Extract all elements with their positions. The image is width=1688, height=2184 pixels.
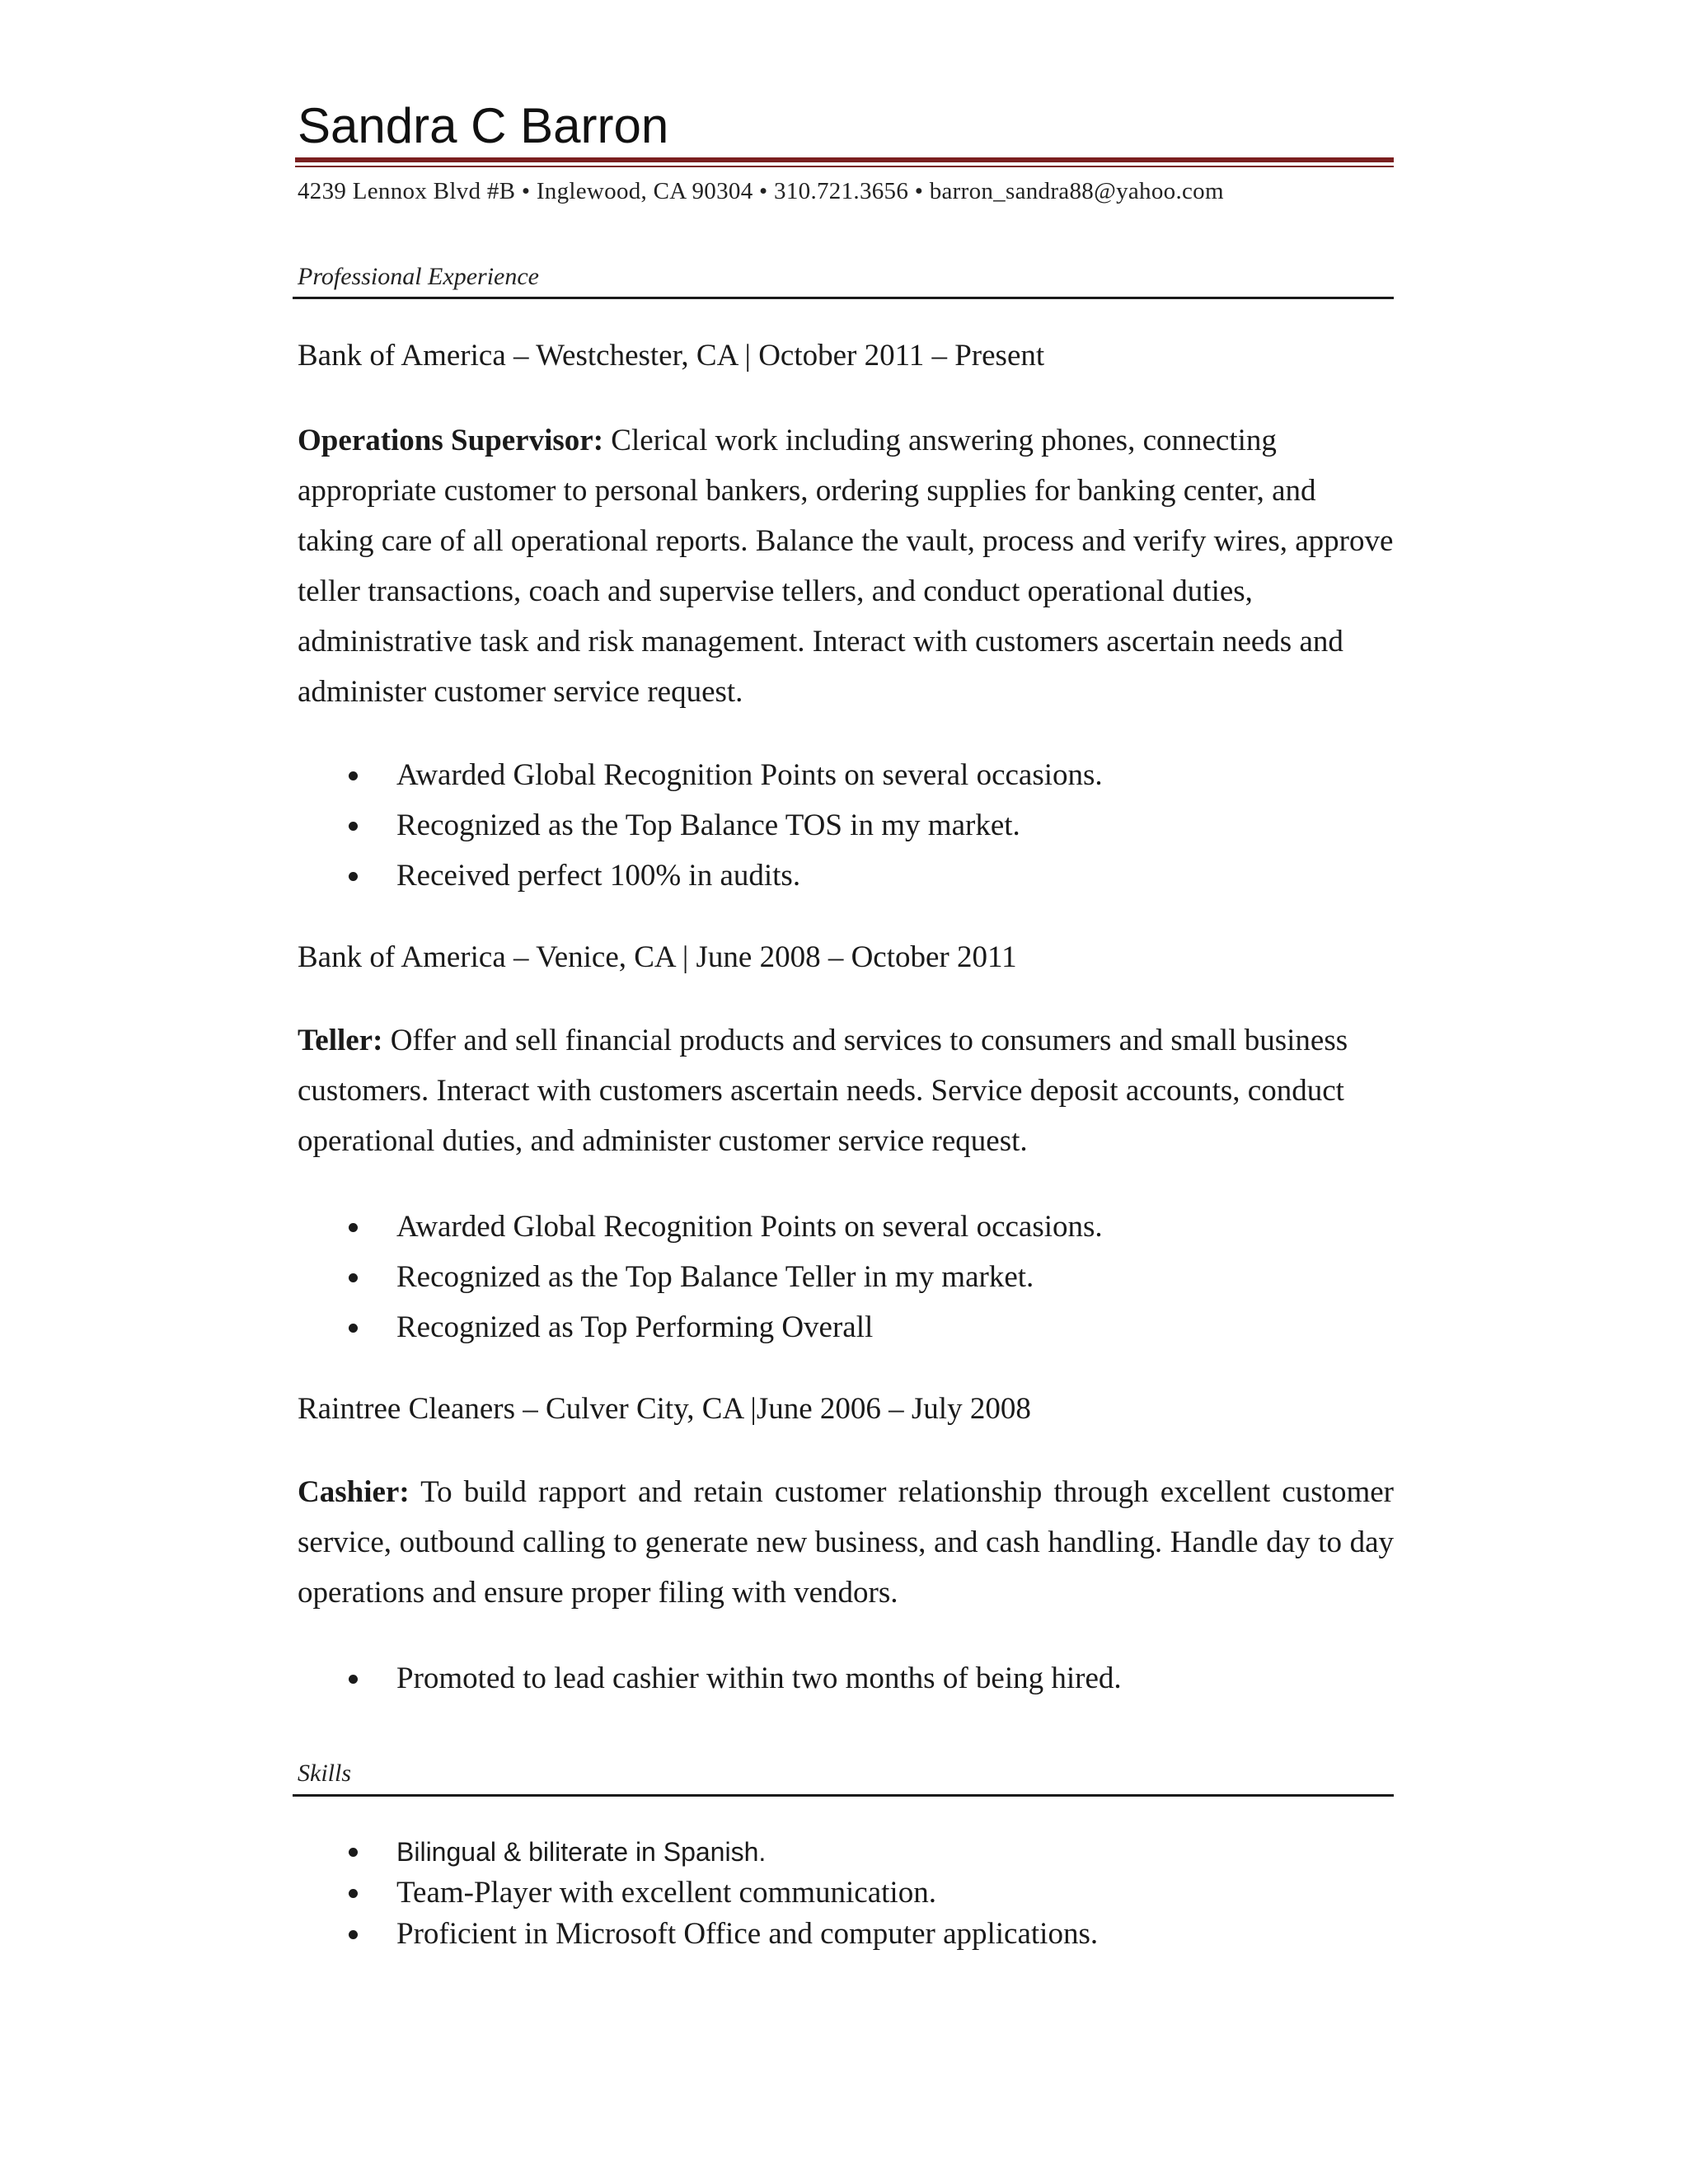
bullet-icon [349, 1273, 358, 1282]
job-description [298, 1467, 1394, 1618]
job-role: Operations Supervisor: [298, 424, 604, 457]
skills-heading: Skills [298, 1760, 351, 1787]
job-description-text: To build rapport and retain customer relationship through excellent customer service, outbound calling to generate new business, and cash handling. Handle day to day operations and ensure proper filing with vendors. [298, 1475, 1394, 1610]
skill-text: Proficient in Microsoft Office and computer applications. [396, 1917, 1099, 1951]
job-role: Teller: [298, 1024, 383, 1057]
bullet-icon [349, 1324, 358, 1333]
list-item [298, 1914, 1394, 1955]
list-item [298, 800, 1394, 851]
job-description [298, 415, 1394, 717]
experience-divider [293, 297, 1394, 299]
experience-heading: Professional Experience [298, 263, 539, 290]
job-description-text: Offer and sell financial products and services to consumers and small business customers. Interact with customers ascertain needs. Service deposit accounts, conduct operational duties, and administer customer service request. [298, 1024, 1348, 1158]
bullet-icon [349, 771, 358, 780]
list-item [298, 750, 1394, 800]
name-divider-thick [295, 157, 1394, 162]
achievement-text: Recognized as Top Performing Overall [396, 1310, 874, 1344]
bullet-icon [349, 1930, 358, 1939]
list-item [298, 1302, 1394, 1352]
bullet-icon [349, 822, 358, 831]
job-description-text: Clerical work including answering phones, connecting appropriate customer to personal bankers, ordering supplies for banking center, and taking care of all operational reports. Balance the vault, process and verify wires, approve teller transactions, coach and supervise tellers, and conduct operational duties, administrative task and risk management. Interact with customers ascertain needs and administer customer service request. [298, 424, 1394, 709]
achievement-text: Received perfect 100% in audits. [396, 859, 801, 893]
skills-divider [293, 1794, 1394, 1797]
achievement-text: Promoted to lead cashier within two months of being hired. [396, 1661, 1122, 1695]
bullet-icon [349, 1223, 358, 1232]
candidate-name: Sandra C Barron [298, 98, 669, 153]
job-description [298, 1015, 1394, 1166]
list-item [298, 1252, 1394, 1302]
skill-text: Bilingual & biliterate in Spanish. [396, 1837, 767, 1867]
job-achievements [298, 750, 1394, 901]
bullet-icon [349, 1889, 358, 1898]
contact-line: 4239 Lennox Blvd #B • Inglewood, CA 90304 • 310.721.3656 • barron_sandra88@yahoo.com [298, 178, 1224, 204]
skill-text: Team-Player with excellent communication. [396, 1876, 936, 1910]
list-item [298, 1831, 1394, 1872]
job-achievements [298, 1202, 1394, 1352]
job-header: Bank of America – Venice, CA | June 2008 – October 2011 [298, 940, 1017, 974]
bullet-icon [349, 1848, 358, 1857]
job-header: Raintree Cleaners – Culver City, CA |June 2006 – July 2008 [298, 1392, 1031, 1426]
job-role: Cashier: [298, 1475, 410, 1509]
skills-list [298, 1831, 1394, 1955]
list-item [298, 1872, 1394, 1914]
achievement-text: Awarded Global Recognition Points on several occasions. [396, 758, 1103, 792]
list-item [298, 1653, 1394, 1704]
job-header: Bank of America – Westchester, CA | October 2011 – Present [298, 339, 1045, 373]
list-item [298, 851, 1394, 901]
name-divider-thin [295, 166, 1394, 167]
list-item [298, 1202, 1394, 1252]
achievement-text: Awarded Global Recognition Points on several occasions. [396, 1210, 1103, 1244]
job-achievements [298, 1653, 1394, 1704]
achievement-text: Recognized as the Top Balance Teller in my market. [396, 1260, 1034, 1294]
achievement-text: Recognized as the Top Balance TOS in my market. [396, 808, 1020, 842]
bullet-icon [349, 1675, 358, 1684]
bullet-icon [349, 872, 358, 881]
